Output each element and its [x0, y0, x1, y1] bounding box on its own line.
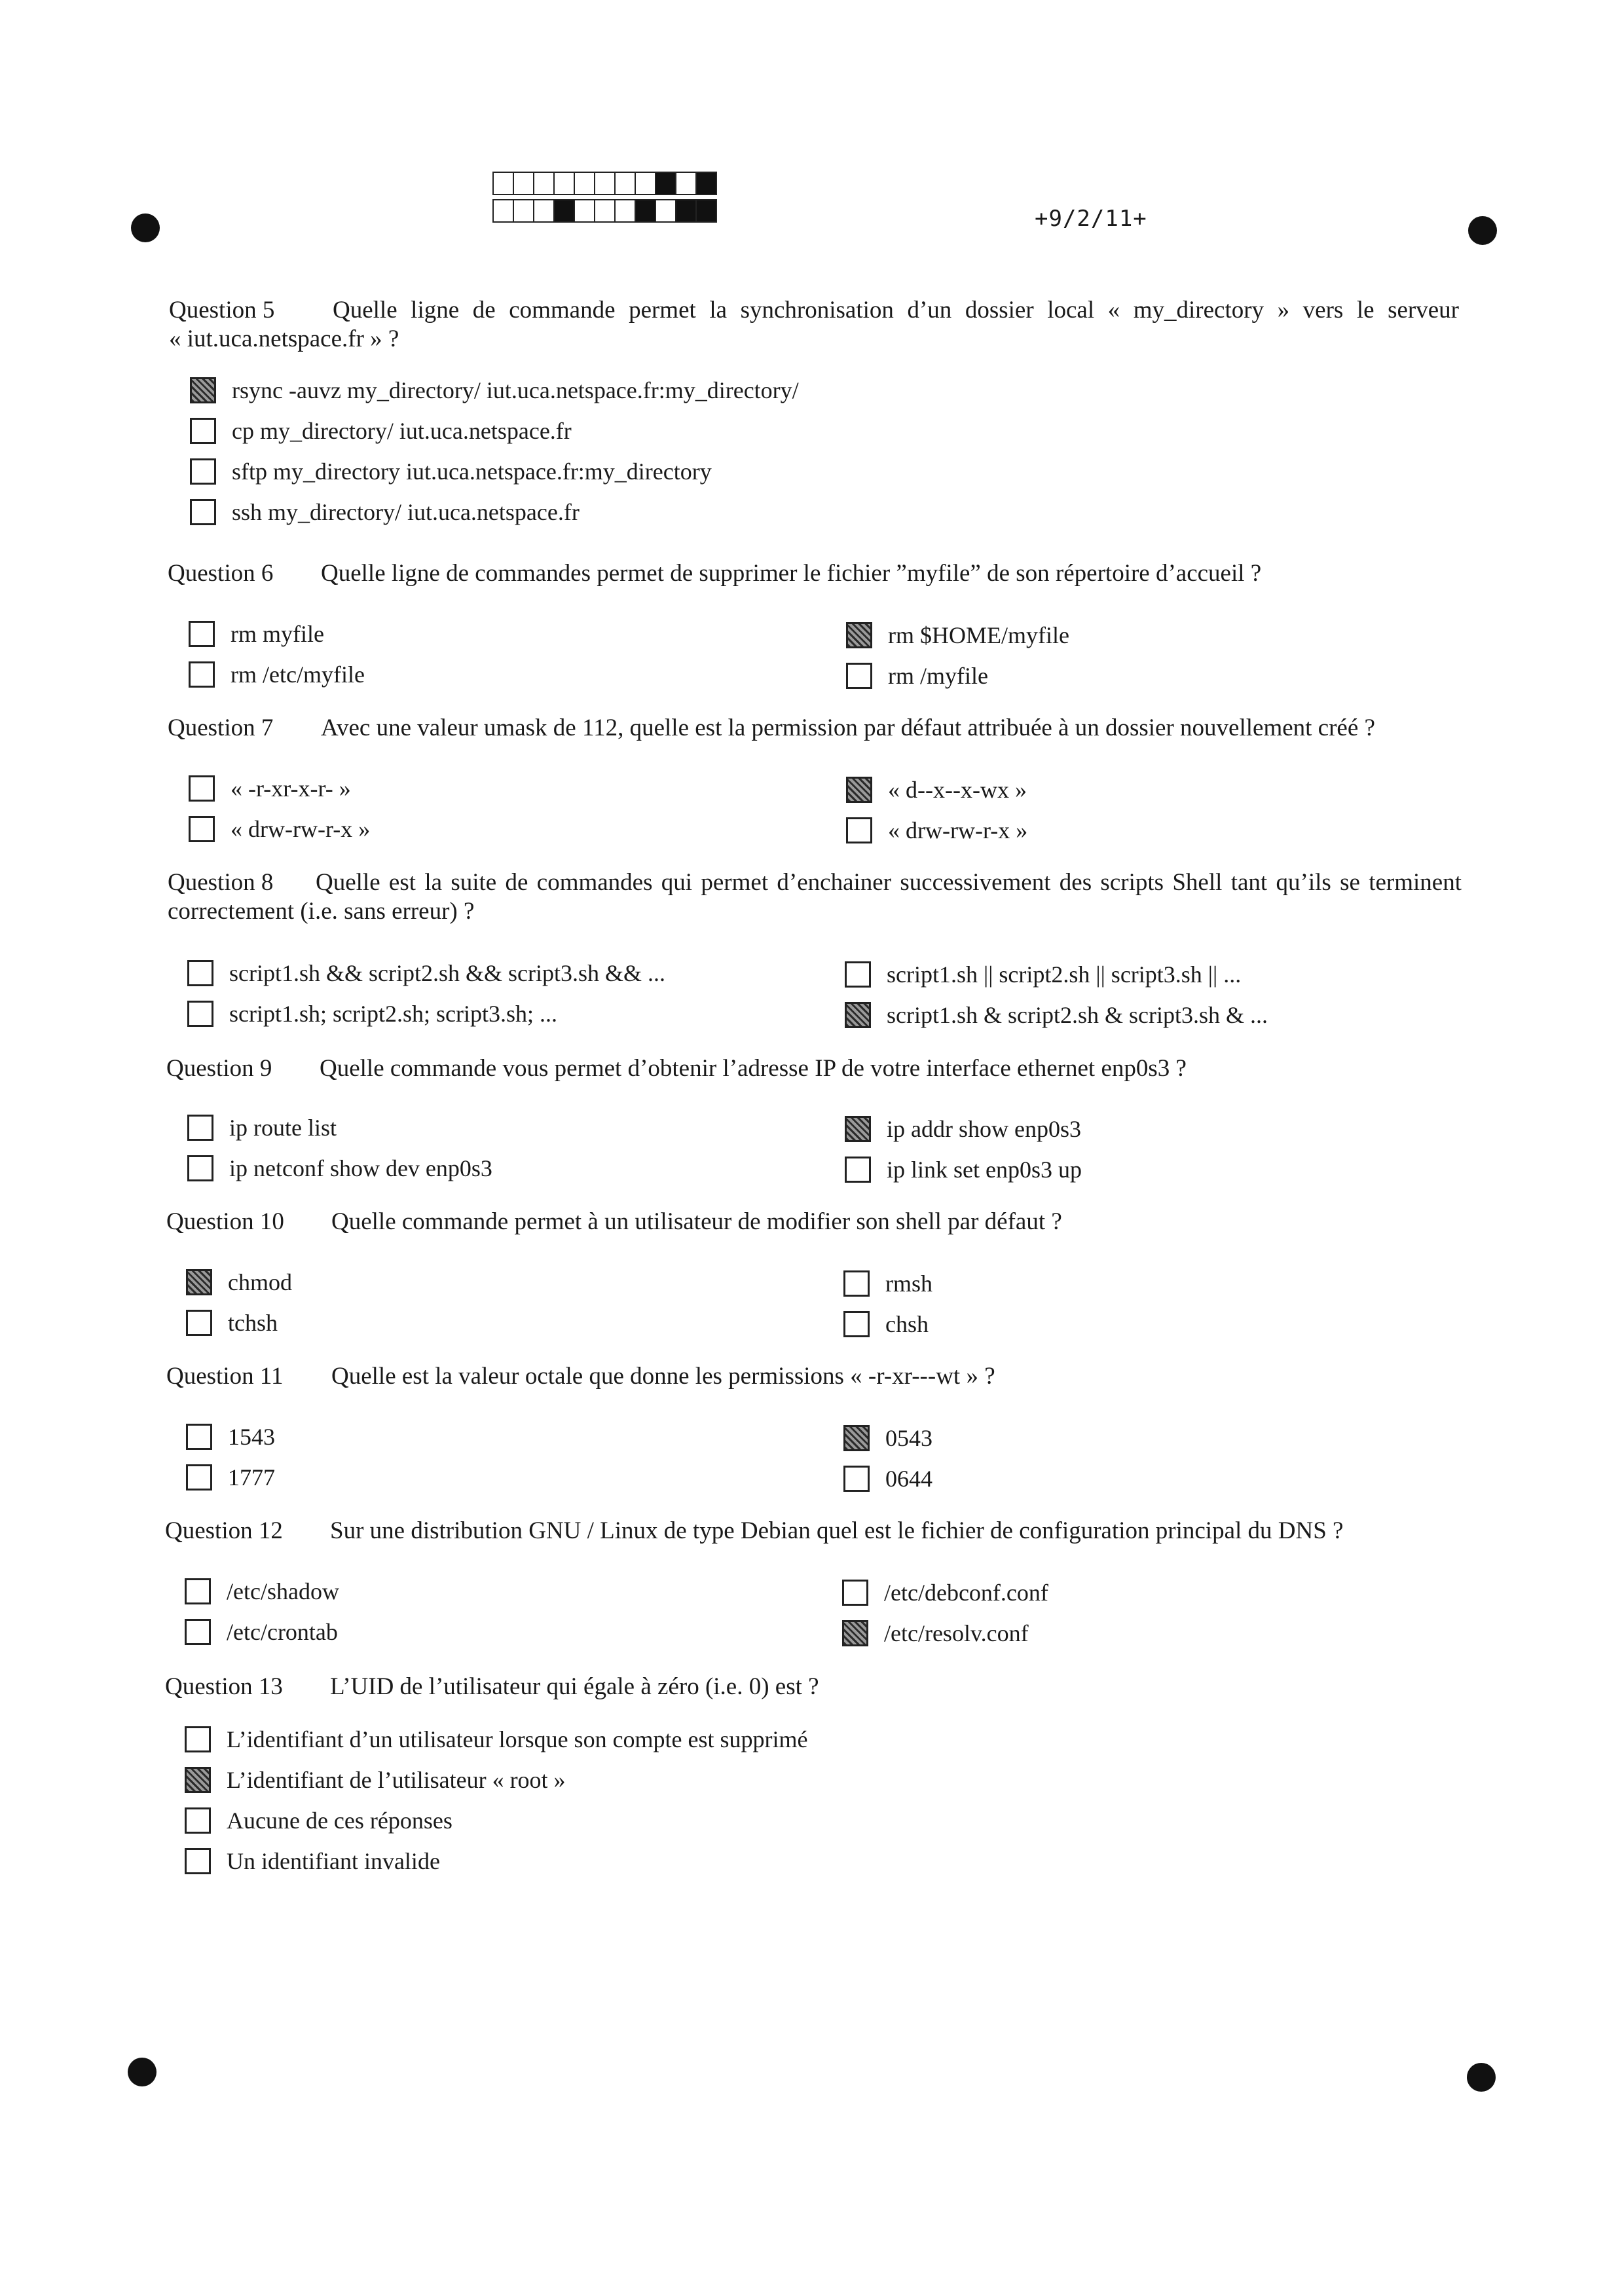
question-label: Question 12 [165, 1517, 283, 1544]
answer-option[interactable] [186, 1267, 292, 1298]
checkbox[interactable] [190, 458, 216, 485]
answer-text: chsh [885, 1311, 929, 1337]
answer-option[interactable] [185, 1805, 452, 1836]
checkbox[interactable] [185, 1848, 211, 1874]
question-text: L’UID de l’utilisateur qui égale à zéro (i.e. 0) est ? [330, 1673, 819, 1700]
answer-text: rm myfile [231, 621, 324, 647]
checkbox[interactable] [185, 1619, 211, 1645]
checkbox[interactable] [186, 1424, 212, 1450]
question-label: Question 11 [166, 1363, 284, 1390]
question-label: Question 13 [165, 1673, 283, 1700]
checkbox[interactable] [186, 1269, 212, 1295]
answer-option[interactable] [843, 1422, 932, 1454]
answer-option[interactable] [187, 957, 665, 989]
answer-text: cp my_directory/ iut.uca.netspace.fr [232, 418, 572, 444]
question-label: Question 10 [166, 1208, 284, 1235]
registration-mark-bottom-right [1467, 2063, 1496, 2092]
answer-text: L’identifiant de l’utilisateur « root » [227, 1767, 566, 1793]
answer-text: ip route list [229, 1115, 337, 1141]
checkbox[interactable] [845, 1002, 871, 1028]
answer-option[interactable] [846, 620, 1069, 651]
question-label: Question 9 [166, 1055, 272, 1082]
question-label: Question 5 [169, 297, 275, 324]
answer-text: 1777 [228, 1464, 275, 1491]
answer-option[interactable] [186, 1307, 278, 1339]
registration-mark-top-right [1468, 216, 1497, 245]
barcode-cell [513, 199, 534, 223]
answer-text: ssh my_directory/ iut.uca.netspace.fr [232, 499, 580, 525]
answer-option[interactable] [190, 456, 712, 487]
barcode-cell [594, 199, 616, 223]
answer-option[interactable] [845, 1154, 1082, 1185]
barcode-cell [635, 199, 656, 223]
checkbox[interactable] [843, 1270, 870, 1297]
barcode-cell [655, 199, 676, 223]
question-text: Quelle est la valeur octale que donne les permissions « -r-xr---wt » ? [331, 1363, 995, 1390]
answer-option[interactable] [846, 660, 988, 692]
answer-text: « drw-rw-r-x » [231, 816, 371, 842]
answer-option[interactable] [845, 959, 1241, 990]
answer-option[interactable] [186, 1462, 275, 1493]
answer-option[interactable] [187, 998, 557, 1029]
answer-text: rm $HOME/myfile [888, 622, 1069, 648]
registration-mark-bottom-left [128, 2058, 157, 2086]
checkbox[interactable] [842, 1580, 868, 1606]
checkbox[interactable] [185, 1726, 211, 1752]
question-text: Quelle ligne de commandes permet de supprimer le fichier ”myfile” de son répertoire d’accueil ? [321, 560, 1262, 587]
answer-text: ip link set enp0s3 up [887, 1157, 1082, 1183]
answer-text: rsync -auvz my_directory/ iut.uca.netspace.fr:my_directory/ [232, 377, 799, 403]
checkbox[interactable] [189, 621, 215, 647]
answer-option[interactable] [843, 1463, 932, 1494]
page-id: +9/2/11+ [1035, 206, 1147, 232]
answer-option[interactable] [185, 1845, 440, 1877]
answer-option[interactable] [846, 774, 1027, 805]
question-text: Sur une distribution GNU / Linux de type Debian quel est le fichier de configuration principal du DNS ? [330, 1517, 1344, 1544]
question-text: Quelle commande vous permet d’obtenir l’adresse IP de votre interface ethernet enp0s3 ? [320, 1055, 1187, 1082]
checkbox[interactable] [189, 816, 215, 842]
answer-option[interactable] [187, 1112, 337, 1143]
answer-text: script1.sh & script2.sh & script3.sh & ... [887, 1002, 1268, 1028]
answer-text: ip netconf show dev enp0s3 [229, 1155, 492, 1181]
barcode-cell [614, 172, 636, 195]
registration-mark-top-left [131, 213, 160, 242]
question-label: Question 6 [168, 560, 274, 587]
checkbox[interactable] [843, 1466, 870, 1492]
checkbox[interactable] [187, 1115, 213, 1141]
checkbox[interactable] [185, 1578, 211, 1604]
answer-text: L’identifiant d’un utilisateur lorsque son compte est supprimé [227, 1726, 808, 1752]
answer-text: script1.sh; script2.sh; script3.sh; ... [229, 1001, 557, 1027]
question-text: Quelle ligne de commande permet la synchronisation d’un dossier local « my_directory » vers le serveur [333, 297, 1459, 324]
checkbox[interactable] [846, 663, 872, 689]
answer-option[interactable] [846, 815, 1027, 846]
answer-option[interactable] [185, 1616, 338, 1648]
question-label: Question 8 [168, 869, 274, 896]
answer-text: /etc/crontab [227, 1619, 338, 1645]
checkbox[interactable] [843, 1311, 870, 1337]
barcode-cell [513, 172, 534, 195]
answer-text: /etc/debconf.conf [884, 1580, 1048, 1606]
answer-option[interactable] [187, 1153, 492, 1184]
answer-option[interactable] [842, 1618, 1029, 1649]
barcode-cell [553, 172, 575, 195]
checkbox[interactable] [846, 622, 872, 648]
checkbox[interactable] [190, 499, 216, 525]
question-text-continued: « iut.uca.netspace.fr » ? [169, 325, 399, 352]
answer-option[interactable] [190, 496, 580, 528]
checkbox[interactable] [189, 661, 215, 688]
answer-text: 0644 [885, 1466, 932, 1492]
answer-option[interactable] [190, 415, 572, 447]
barcode-cell [533, 172, 555, 195]
checkbox[interactable] [187, 1001, 213, 1027]
checkbox[interactable] [187, 960, 213, 986]
checkbox[interactable] [846, 777, 872, 803]
checkbox[interactable] [190, 418, 216, 444]
barcode-cell [695, 199, 717, 223]
answer-option[interactable] [843, 1268, 932, 1299]
answer-option[interactable] [186, 1421, 275, 1453]
answer-option[interactable] [845, 999, 1268, 1031]
question-text: Avec une valeur umask de 112, quelle est la permission par défaut attribuée à un dossier nouvellement créé ? [321, 714, 1375, 741]
answer-text: « -r-xr-x-r- » [231, 775, 351, 802]
answer-text: sftp my_directory iut.uca.netspace.fr:my_directory [232, 458, 712, 485]
barcode-cell [492, 199, 514, 223]
answer-option[interactable] [845, 1113, 1081, 1145]
answer-option[interactable] [189, 813, 370, 845]
barcode-cell [675, 199, 697, 223]
answer-option[interactable] [189, 618, 324, 650]
checkbox[interactable] [187, 1155, 213, 1181]
answer-text: Aucune de ces réponses [227, 1807, 452, 1834]
checkbox[interactable] [846, 817, 872, 843]
barcode-cell [655, 172, 676, 195]
question-text: Quelle commande permet à un utilisateur de modifier son shell par défaut ? [331, 1208, 1062, 1235]
checkbox[interactable] [845, 961, 871, 988]
answer-text: script1.sh && script2.sh && script3.sh && ... [229, 960, 665, 986]
answer-option[interactable] [185, 1576, 339, 1607]
answer-text: rm /myfile [888, 663, 988, 689]
answer-text: « d--x--x-wx » [888, 777, 1027, 803]
answer-text: chmod [228, 1269, 292, 1295]
answer-text: Un identifiant invalide [227, 1848, 440, 1874]
answer-text: script1.sh || script2.sh || script3.sh || ... [887, 961, 1242, 988]
barcode-row-bottom [492, 199, 716, 223]
answer-text: rm /etc/myfile [231, 661, 365, 688]
checkbox[interactable] [843, 1425, 870, 1451]
barcode-cell [492, 172, 514, 195]
answer-option[interactable] [842, 1577, 1048, 1608]
answer-text: « drw-rw-r-x » [888, 817, 1028, 843]
answer-option[interactable] [185, 1724, 808, 1755]
checkbox[interactable] [186, 1464, 212, 1491]
checkbox[interactable] [185, 1767, 211, 1793]
checkbox[interactable] [845, 1157, 871, 1183]
answer-text: rmsh [885, 1270, 932, 1297]
answer-text: 0543 [885, 1425, 932, 1451]
answer-text: tchsh [228, 1310, 278, 1336]
checkbox[interactable] [845, 1116, 871, 1142]
checkbox[interactable] [186, 1310, 212, 1336]
barcode-cell [574, 172, 595, 195]
question-label: Question 7 [168, 714, 274, 741]
barcode-cell [533, 199, 555, 223]
checkbox[interactable] [189, 775, 215, 802]
answer-text: /etc/shadow [227, 1578, 339, 1604]
barcode-row-top [492, 172, 716, 195]
answer-text: ip addr show enp0s3 [887, 1116, 1081, 1142]
answer-option[interactable] [189, 773, 351, 804]
answer-option[interactable] [843, 1308, 929, 1340]
checkbox[interactable] [842, 1620, 868, 1646]
barcode-cell [574, 199, 595, 223]
answer-option[interactable] [190, 375, 799, 406]
barcode-cell [675, 172, 697, 195]
answer-option[interactable] [189, 659, 365, 690]
answer-text: /etc/resolv.conf [884, 1620, 1029, 1646]
question-text-continued: correctement (i.e. sans erreur) ? [168, 898, 475, 925]
checkbox[interactable] [190, 377, 216, 403]
barcode-cell [695, 172, 717, 195]
checkbox[interactable] [185, 1807, 211, 1834]
barcode-cell [614, 199, 636, 223]
question-text: Quelle est la suite de commandes qui permet d’enchainer successivement des scripts Shell tant qu’ils se terminent [316, 869, 1462, 896]
barcode-cell [635, 172, 656, 195]
answer-option[interactable] [185, 1764, 566, 1796]
barcode-cell [594, 172, 616, 195]
barcode-cell [553, 199, 575, 223]
answer-text: 1543 [228, 1424, 275, 1450]
